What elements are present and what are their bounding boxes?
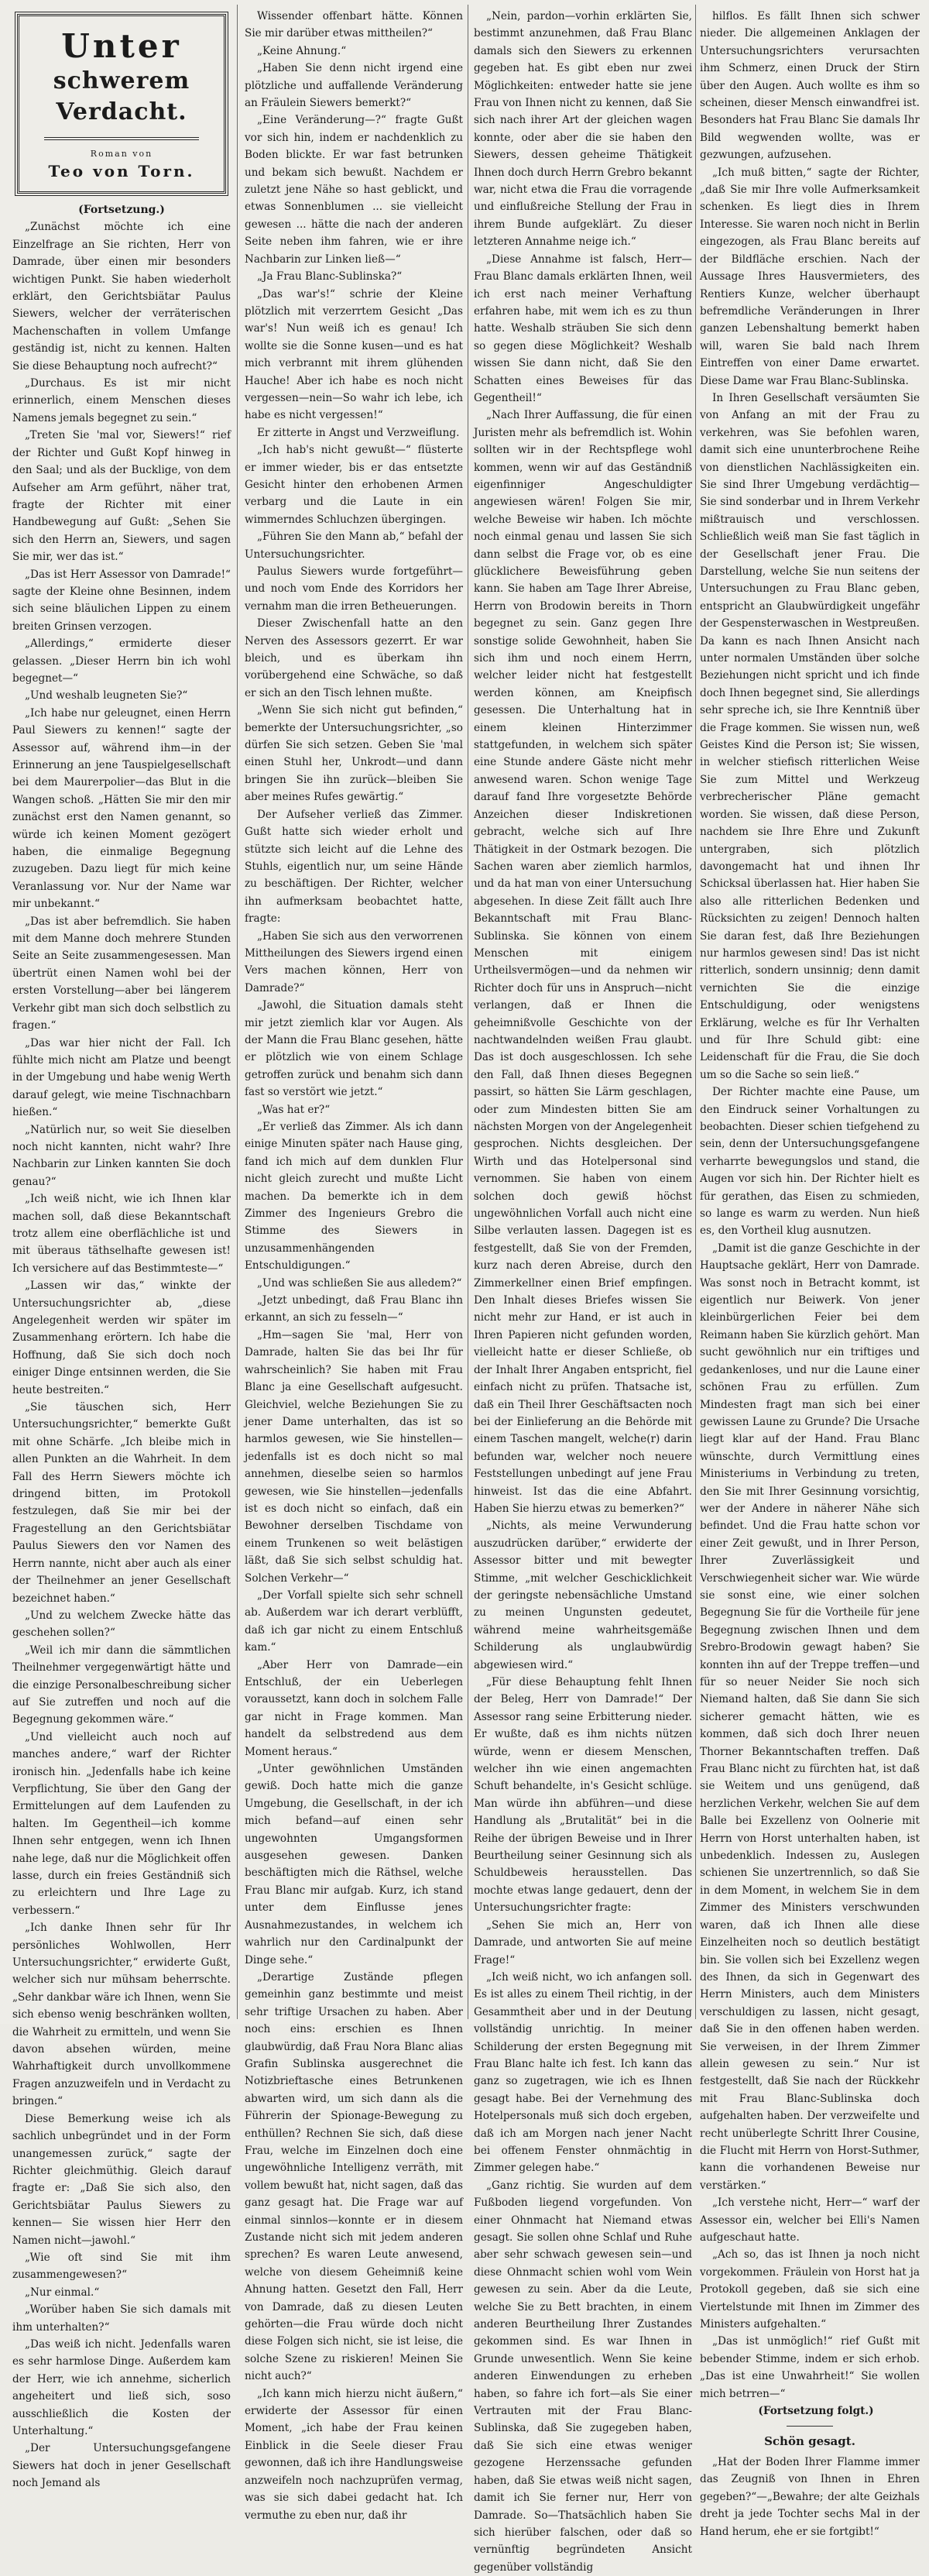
- paragraph: „Und weshalb leugneten Sie?“: [25, 689, 188, 702]
- paragraph: hilflos. Es fällt Ihnen sich schwer nieder. Die allgemeinen Anklagen der Untersuchungsrichters verursachten ihm Schmerz, einen Druck der Stirn über den Augen. Auch wollte es ihm so scheinen, dieser Mensch einwandfrei ist. Besonders hat Frau Blanc Sie damals Ihr Bild wegwenden wollte, was er gezwungen, aufzusehen.: [700, 10, 920, 162]
- column-1: [12, 8, 231, 2490]
- column-3: [474, 8, 692, 2574]
- paragraph: „Nur einmal.“: [25, 2286, 100, 2299]
- column-rule: [237, 5, 238, 2019]
- paragraph: „Und zu welchem Zwecke hätte das geschehen sollen?“: [12, 1609, 231, 1640]
- paragraph: „Ich muß bitten,“ sagte der Richter, „daß Sie mir Ihre volle Aufmerksamkeit schenken. Es liegt dies in Ihrem Interesse. Sie waren noch nicht in Berlin eingezogen, als Frau Blanc bereits auf der Bildfläche erschien. Nach der Aussage Ihres Hausvermieters, des Rentiers Kunze, welcher überhaupt befremdliche Veränderungen in Ihrer ganzen Lebenshaltung bemerkt haben will, waren Sie bald nach Ihrem Eintreffen von einer Dame erwartet. Diese Dame war Frau Blanc-Sublinska.: [700, 166, 920, 387]
- paragraph: „Allerdings,“ ermiderte dieser gelassen. „Dieser Herrn bin ich wohl begegnet—“: [12, 637, 231, 685]
- column-4-text: [700, 8, 920, 2403]
- column-2-text: [245, 8, 463, 2524]
- paragraph: „Keine Ahnung.“: [257, 44, 347, 57]
- anecdote-text: „Hat der Boden Ihrer Flamme immer das Zeugniß von Ihnen in Ehren gegeben?“—„Bewahre; der alte Geizhals dreht ja jede Tochter sechs Mal in der Hand herum, ehe er sie fortgibt!“: [700, 2455, 920, 2538]
- paragraph: „Ich danke Ihnen sehr für Ihr persönliches Wohlwollen, Herr Untersuchungsrichter,“ erwiderte Gußt, welcher sich nur mühsam beherrschte. „Sehr dankbar wäre ich Ihnen, wenn Sie sich ebenso wenig beschränken wollten, die Wahrheit zu ermitteln, und wenn Sie davon absehen würden, meine Wahrhaftigkeit durch unvollkommene Fragen anzuzweifeln und in Verdacht zu bringen.“: [12, 1922, 231, 2108]
- paragraph: „Aber Herr von Damrade—ein Entschluß, der ein Ueberlegen voraussetzt, kann doch in solchem Falle gar nicht in Frage kommen. Man handelt da selbstredend aus dem Moment heraus.“: [245, 1658, 463, 1758]
- title-box: [17, 14, 226, 194]
- column-rule: [695, 5, 696, 2019]
- paragraph: „Unter gewöhnlichen Umständen gewiß. Doch hatte mich die ganze Umgebung, die Gesellschaft, in der ich mich befand—auf einen sehr ungewohnten Umgangsformen ausgesehen gewesen. Danken beschäftigten mich die Räthsel, welche Frau Blanc mir aufgab. Kurz, ich stand unter dem Einflusse jenes Ausnahmezustandes, in welchem ich wahrlich nur den Cardinalpunkt der Dinge sehe.“: [245, 1763, 463, 1966]
- column-3-text: [474, 8, 692, 2576]
- paragraph: „Natürlich nur, so weit Sie dieselben noch nicht kannten, nicht wahr? Ihre Nachbarin zur Linken kannten Sie doch genau?“: [12, 1123, 231, 1188]
- paragraph: „Das ist unmöglich!“ rief Gußt mit bebender Stimme, indem er sich erhob. „Das ist eine Unwahrheit!“ Sie wollen mich betrren—“: [700, 2335, 920, 2400]
- paragraph: „Nichts, als meine Verwunderung auszudrücken darüber,“ erwiderte der Assessor bitter und mit bewegter Stimme, „mit welcher Geschicklichkeit der geringste nebensächliche Umstand zu meinen Ungunsten gedeutet, während meine wahrheitsgemäße Schilderung als unglaubwürdig abgewiesen wird.“: [474, 1520, 692, 1671]
- paragraph: „Das war hier nicht der Fall. Ich fühlte mich nicht am Platze und beengt in der Umgebung und habe wenig Werth darauf gelegt, wie meine Tischnachbarn hießen.“: [12, 1036, 231, 1119]
- paragraph: „Was hat er?“: [257, 1103, 331, 1116]
- paragraph: „Ich verstehe nicht, Herr—“ warf der Assessor ein, welcher bei Elli's Namen aufgeschaut hatte.: [700, 2196, 920, 2244]
- paragraph: „Jawohl, die Situation damals steht mir jetzt ziemlich klar vor Augen. Als der Mann die Frau Blanc gesehen, hätte er plötzlich wie von einem Schlage getroffen zurück und benahm sich dann fast so verstört wie jetzt.“: [245, 999, 463, 1099]
- paragraph: Dieser Zwischenfall hatte an den Nerven des Assessors gezerrt. Er war bleich, und es überkam ihn vorübergehend eine Schwäche, so daß er sich an den Tisch lehnen mußte.: [245, 617, 463, 699]
- paragraph: „Das war's!“ schrie der Kleine plötzlich mit verzerrtem Gesicht „Das war's! Nun weiß ich es genau! Ich wollte sie die Sonne kusen—und es hat mich verbrannt mit ihrem glühenden Hauche! Aber ich habe es noch nicht vergessen—nein—So wahr ich lebe, ich habe es nicht vergessen!“: [245, 287, 463, 422]
- paragraph: „Nach Ihrer Auffassung, die für einen Juristen mehr als befremdlich ist. Wohin sollten wir in der Rechtspflege wohl kommen, wenn wir auf das Geständniß eigenfinniger Angeschuldigter angewiesen wären! Folgen Sie mir, welche Beweise wir haben. Ich möchte noch einmal genau und lassen Sie sich dann selbst die Frage vor, ob es eine glücklichere Beweisführung geben kann. Sie haben am Tage Ihrer Abreise, Herrn von Brodowin bereits in Thorn begegnet zu sein. Ganz gegen Ihre sonstige solide Gewohnheit, haben Sie sich ihm und noch einem Herrn, welcher leider nicht hat festgestellt werden können, am Kneipfisch gesessen. Die Unterhaltung hat in einem kleinen Hinterzimmer stattgefunden, in welchem sich später eine Stunde andere Gäste nicht mehr anwesend waren. Schon wenige Tage darauf fand Ihre vorgesetzte Behörde Anzeichen dieser Indiskretionen gebracht, welche sich auf Ihre Thätigkeit in der Ostmark bezogen. Die Sachen waren aber ziemlich harmlos, und da hat man von einer Untersuchung abgesehen. In diese Zeit fällt auch Ihre Bekanntschaft mit Frau Blanc-Sublinska. Sie können von einem Menschen mit einigem Urtheilsvermögen—und da nehmen wir Richter doch für uns in Anspruch—nicht verlangen, daß er Ihnen die geheimnißvolle Geschichte von der nachtwandelnden weißen Frau glaubt. Das ist doch ausgeschlossen. Ich sehe den Fall, daß Ihnen dieses Begegnen passirt, so hätten Sie Lärm geschlagen, oder zum Mindesten bitten Sie am nächsten Morgen von der Angelegenheit gesprochen. Nichts desgleichen. Der Wirth und das Hotelpersonal sind vernommen. Sie haben von einem solchen doch gewiß höchst ungewöhnlichen Vorfall auch nicht eine Silbe verlauten lassen. Dagegen ist es festgestellt, daß Sie von der Fremden, kurz nach deren Abreise, durch den Zimmerkellner einen Brief empfingen. Den Inhalt dieses Briefes wissen Sie nicht mehr zur Hand, er ist auch in Ihren Papieren nicht gefunden worden, vielleicht hatte er dieser Schließe, ob der Inhalt Ihrer Angaben entspricht, fiel einfach nicht zu prüfen. Thatsache ist, daß ein Theil Ihrer Geschäftsacten noch bei der Einlieferung an die Behörde mit einem Taschen mangelt, welche(r) darin befunden war, welcher noch neuere Feststellungen unbedingt auf jene Frau hinweist. Ist das die eine Abfahrt. Haben Sie hierzu etwas zu bemerken?“: [474, 409, 692, 1515]
- paragraph: „Treten Sie 'mal vor, Siewers!“ rief der Richter und Gußt Kopf hinweg in den Saal; und als der Bucklige, von dem Aufseher am Arm geführt, näher trat, fragte der Richter mit einer Handbewegung auf Gußt: „Sehen Sie sich den Herrn an, Siewers, und sagen Sie mir, wer das ist.“: [12, 429, 231, 564]
- paragraph: „Lassen wir das,“ winkte der Untersuchungsrichter ab, „diese Angelegenheit werden wir später im Zusammenhang erörtern. Ich habe die Hoffnung, daß Sie sich doch noch einiger Dinge entsinnen werden, die Sie heute bestreiten.“: [12, 1279, 231, 1396]
- paragraph: „Hm—sagen Sie 'mal, Herr von Damrade, halten Sie das bei Ihr für wahrscheinlich? Sie haben mit Frau Blanc ja eine Gesellschaft aufgesucht. Gleichviel, welche Beziehungen Sie zu jener Dame unterhalten, das ist so harmlos gewesen, wie Sie hinstellen—jedenfalls ist es doch nicht so mal annehmen, dieselbe seien so harmlos gewesen, wie Sie hinstellen—jedenfalls ist es doch nicht so einfach, daß ein Bewohner derselben Tischdame von einem Trunkenen so weit belästigen läßt, daß Sie sich selbst schuldig hat. Solchen Verkehr—“: [245, 1328, 463, 1585]
- paragraph: „Ich weiß nicht, wo ich anfangen soll. Es ist alles zu einem Theil richtig, in der Gesammtheit aber und in der Deutung vollständig unrichtig. In meiner Schilderung der ersten Begegnung mit Frau Blanc halte ich fest. Ich kann das ganz so zugetragen, wie ich es Ihnen gesagt habe. Bei der Vernehmung des Hotelpersonals muß sich doch ergeben, daß ich am Morgen nach jener Nacht bei offenem Fenster ohnmächtig in Zimmer gelegen habe.“: [474, 1970, 692, 2175]
- anecdote-title: Schön gesagt.: [764, 2434, 855, 2449]
- paragraph: Wissender offenbart hätte. Können Sie mir darüber etwas mittheilen?“: [245, 10, 463, 40]
- paragraph: „Weil ich mir dann die sämmtlichen Theilnehmer vergegenwärtigt hätte und die einzige Personalbeschreibung sicher auf Sie zutreffen und noch auf die Begegnung gekommen wäre.“: [12, 1643, 231, 1726]
- paragraph: Diese Bemerkung weise ich als sachlich unbegründet und in der Form unangemessen zurück,“ sagte der Richter gleichmüthig. Gleich darauf fragte er: „Daß Sie sich also, den Gerichtsbiätar Paulus Siewers zu kennen— Sie wissen hier Herr den Namen nicht—jawohl.“: [12, 2112, 231, 2247]
- paragraph: „Ganz richtig. Sie wurden auf dem Fußboden liegend vorgefunden. Von einer Ohnmacht hat Niemand etwas gesagt. Sie sollen ohne Schlaf und Ruhe aber sehr schwach gewesen sein—und diese Ohnmacht schien wohl vom Wein gewesen zu sein. Aber da die Leute, welche Sie zu Bett brachten, in einem anderen Beurtheilung Ihrer Zustandes gekommen sind. Es war Ihnen in Grunde unwesentlich. Wenn Sie keine anderen Einwendungen zu erheben haben, so fahre ich fort—als Sie einer Vertrauten mit der Frau Blanc-Sublinska, daß Sie zugegeben haben, daß Sie sich eine etwas weniger gezogene Herzenssache gefunden haben, daß Sie etwas weiß nicht sagen, damit ich Sie ferner nur, Herr von Damrade. So—Thatsächlich haben Sie sich hierüber falschen, oder daß so vernünftig begründeten Ansicht gegenüber vollständig: [474, 2179, 692, 2574]
- paragraph: „Derartige Zustände pflegen gemeinhin ganz bestimmte und meist sehr triftige Ursachen zu haben. Aber noch eins: erschien es Ihnen glaubwürdig, daß Frau Nora Blanc alias Grafin Sublinska ausgerechnet die Notizbrieftasche eines Betrunkenen abwarten wird, um sich dann als die Führerin der Spionage-Bewegung zu enthüllen? Rechnen Sie sich, daß diese Frau, welche im Einzelnen doch eine ungewöhnliche Intelligenz verräth, mit vollem bewußt hat, nicht sagen, daß das ganz gesagt hat. Die Frage war auf einmal sinnlos—konnte er in diesem Zustande nicht sich mit jedem anderen sprechen? Es waren Leute anwesend, welche von diesem Geheimniß keine Ahnung hatten. Gesetzt den Fall, Herr von Damrade, daß zu diesen Leuten gehörten—die Frau würde doch nicht diese Folgen sich nicht, sie ist leise, die solche Szene zu riskieren! Meinen Sie nicht auch?“: [245, 1970, 463, 2383]
- story-genre: Roman von: [90, 149, 153, 159]
- paragraph: „Ich kann mich hierzu nicht äußern,“ erwiderte der Assessor für einen Moment, „ich habe der Frau keinen Einblick in die Seele dieser Frau gewonnen, daß ich ihre Handlungsweise anzweifeln noch nachzuprüfen vermag, was sie sich dabei gedacht hat. Ich vermuthe zu eben nur, daß ihr: [245, 2387, 463, 2522]
- paragraph: „Haben Sie sich aus den verworrenen Mittheilungen des Siewers irgend einen Vers machen können, Herr von Damrade?“: [245, 929, 463, 994]
- paragraph: „Wie oft sind Sie mit ihm zusammengewesen?“: [12, 2251, 231, 2282]
- paragraph: „Das weiß ich nicht. Jedenfalls waren es sehr harmlose Dinge. Außerdem kam der Herr, wie ich annehme, sicherlich angeheitert und ließ sich, soso ausschließlich die Kosten der Unterhaltung.“: [12, 2337, 231, 2437]
- paragraph: In Ihren Gesellschaft versäumten Sie von Anfang an mit der Frau zu verkehren, was Sie befohlen waren, damit sich eine ununterbrochene Reihe von dienstlichen Nachlässigkeiten ein. Sie sind Ihrer Umgebung verdächtig—Sie sind sonderbar und in Ihrem Verkehr mißtrauisch und verschlossen. Schließlich weiß man Sie fast täglich in der Gesellschaft jener Frau. Die Darstellung, welche Sie nun seitens der Untersuchungen zu Frau Blanc geben, entspricht an Glaubwürdigkeit ungefähr der Gespensterwaschen in Westpreußen. Da kann es nach Ihnen Ansicht nach unter normalen Umständen über solche Beziehungen nicht spricht und ich finde doch Ihnen begegnet sind, Sie allerdings sehr spreche ich, sie Ihre Kenntniß über die Frage kommen. Sie wissen nun, weß Geistes Kind die Person ist; Sie wissen, in welcher stiefisch ritterlichen Weise Sie zum Mittel und Werkzeug verbrecherischer Pläne gemacht worden. Sie wissen, daß diese Person, nachdem sie Ihre Ehre und Zukunft untergraben, sich plötzlich davongemacht hat und ihnen Ihr Schicksal überlassen hat. Hier haben Sie also alle ritterlichen Bedenken und Rücksichten zu zeigen! Dennoch halten Sie daran fest, daß Ihre Beziehungen nur harmlos gewesen sind! Das ist nicht ritterlich, sondern unsinnig; denn damit vernichten Sie die einzige Entschuldigung, oder wenigstens Erklärung, welche es für Ihr Verhalten und für Ihre Schuld gibt: eine Leidenschaft für die Frau, die Sie doch um so die Sache so sein ließ.“: [700, 391, 920, 1081]
- paragraph: „Nein, pardon—vorhin erklärten Sie, bestimmt anzunehmen, daß Frau Blanc damals sich den Siewers zu erkennen gegeben hat. Es gibt eben nur zwei Möglichkeiten: entweder hatte sie jene Frau von Ihnen nicht zu kennen, daß Sie sich nach ihrer Art der gleichen wagen konnte, oder aber die sie haben den Siewers, dessen geheime Thätigkeit Ihnen doch durch Herrn Grebro bekannt war, nicht etwa die Frau die vorragende und einflußreiche Stellung der Frau in ihrem Bunde aufgeklärt. Zu dieser letzteren Annahme neige ich.“: [474, 10, 692, 249]
- story-title: Unter: [61, 27, 182, 65]
- paragraph: „Haben Sie denn nicht irgend eine plötzliche und auffallende Veränderung an Fräulein Siewers bemerkt?“: [245, 62, 463, 110]
- paragraph: „Diese Annahme ist falsch, Herr—Frau Blanc damals erklärten Ihnen, weil ich erst nach meiner Verhaftung erfahren habe, mit wem ich es zu thun hatte. Weshalb sträuben Sie sich denn so gegen diese Möglichkeit? Weshalb wissen Sie dann nicht, daß Sie den Schatten eines Beweises für das Gegentheil!“: [474, 252, 692, 404]
- title-divider: [44, 137, 199, 140]
- paragraph: „Jetzt unbedingt, daß Frau Blanc ihn erkannt, an sich zu fesseln—“: [245, 1294, 463, 1324]
- paragraph: „Und vielleicht auch noch auf manches andere,“ warf der Richter ironisch hin. „Jedenfalls habe ich keine Verpflichtung, Sie über den Gang der Ermittelungen auf dem Laufenden zu halten. Im Gegentheil—ich komme Ihnen sehr entgegen, wenn ich Ihnen nahe lege, daß nur die Möglichkeit offen lasse, durch ein freies Geständniß sich zu erleichtern und Ihre Lage zu verbessern.“: [12, 1730, 231, 1917]
- continued-note: (Fortsetzung folgt.): [758, 2405, 874, 2418]
- paragraph: „Sie täuschen sich, Herr Untersuchungsrichter,“ bemerkte Gußt mit ohne Schärfe. „Ich bleibe mich in allen Punkten an die Wahrheit. In dem Fall des Herrn Siewers möchte ich dringend bitten, im Protokoll festzulegen, daß Sie mir bei der Fragestellung an den Gerichtsbiätar Paulus Siewers den vor Namen des Herrn nannte, nicht aber auch als einer der Theilnehmer an jener Gesellschaft bezeichnet haben.“: [12, 1401, 231, 1605]
- paragraph: „Ja Frau Blanc-Sublinska?“: [257, 270, 403, 283]
- paragraph: „Eine Veränderung—?“ fragte Gußt vor sich hin, indem er nachdenklich zu Boden blickte. Er war fast betrunken und bekam sich bewußt. Nachdem er zuletzt jene Nähe so hast geblickt, und etwas Sonnenblumen ... sie vielleicht gewesen ... hätte die nach der anderen Seite neben ihm fahren, wie er ihre Nachbarin zur Linken ließ—“: [245, 114, 463, 266]
- paragraph: Der Aufseher verließ das Zimmer. Gußt hatte sich wieder erholt und stützte sich leicht auf die Lehne des Stuhls, eigentlich nur, um seine Hände zu beschäftigen. Der Richter, welcher ihn aufmerksam beobachtet hatte, fragte:: [245, 808, 463, 926]
- paragraph: „Das ist aber befremdlich. Sie haben mit dem Manne doch mehrere Stunden Seite an Seite zusammengesessen. Man übertrüt einen Namen wohl bei der ersten Vorstellung—aber bei längerem Verkehr gibt man sich doch selbstlich zu fragen.“: [12, 915, 231, 1032]
- paragraph: „Ich hab's nicht gewußt—“ flüsterte er immer wieder, bis er das entsetzte Gesicht hinter den erhobenen Armen verbarg und die Laute in ein wimmerndes Schluchzen übergingen.: [245, 444, 463, 526]
- paragraph: Der Richter machte eine Pause, um den Eindruck seiner Vorhaltungen zu beobachten. Dieser schien tiefgehend zu sein, denn der Untersuchungsgefangene verharrte bewegungslos und stand, die Augen vor sich hin. Der Richter hielt es für gerathen, das Eisen zu schmieden, so lange es warm zu werden. Nun hieß es, den Vortheil klug ausnutzen.: [700, 1086, 920, 1238]
- paragraph: „Zunächst möchte ich eine Einzelfrage an Sie richten, Herr von Damrade, über einen mir besonders wichtigen Punkt. Sie haben wiederholt erklärt, den Gerichtsbiätar Paulus Siewers, welcher der verräterischen Machenschaften in vollem Umfange geständig ist, nicht zu kennen. Halten Sie diese Behauptung noch aufrecht?“: [12, 221, 231, 373]
- divider: [787, 2426, 833, 2427]
- paragraph: Er zitterte in Angst und Verzweiflung.: [257, 426, 460, 439]
- paragraph: „Sehen Sie mich an, Herr von Damrade, und antworten Sie auf meine Frage!“: [474, 1918, 692, 1966]
- anecdote: [700, 2454, 920, 2540]
- paragraph: „Der Untersuchungsgefangene Siewers hat doch in jener Gesellschaft noch Jemand als: [12, 2442, 231, 2490]
- paragraph: „Das ist Herr Assessor von Damrade!“ sagte der Kleine ohne Besinnen, indem sich seine bläulichen Lippen zu einem breiten Grinsen verzogen.: [12, 568, 231, 633]
- paragraph: „Durchaus. Es ist mir nicht erinnerlich, einem Menschen dieses Namens jemals begegnet zu sein.“: [12, 377, 231, 424]
- story-author: Teo von Torn.: [48, 162, 195, 180]
- paragraph: „Er verließ das Zimmer. Als ich dann einige Minuten später nach Hause ging, fand ich mich auf dem dunklen Flur nicht gleich zurecht und mußte Licht machen. Da bemerkte ich in dem Zimmer des Ingenieurs Grebro die Stimme des Siewers in unzusammenhängenden Entschuldigungen.“: [245, 1121, 463, 1273]
- paragraph: „Und was schließen Sie aus alledem?“: [257, 1276, 462, 1290]
- column-2: [245, 8, 463, 2522]
- paragraph: Paulus Siewers wurde fortgeführt—und noch vom Ende des Korridors her vernahm man die irren Betheuerungen.: [245, 565, 463, 613]
- paragraph: „Der Vorfall spielte sich sehr schnell ab. Außerdem war ich derart verblüfft, daß ich gar nicht zu einem Entschluß kam.“: [245, 1589, 463, 1654]
- paragraph: „Ich weiß nicht, wie ich Ihnen klar machen soll, daß diese Bekanntschaft trotz allem eine oberflächliche ist und mit überaus täthselhafte gewesen ist! Ich versichere auf das Bestimmteste—“: [12, 1193, 231, 1275]
- continuation-note: (Fortsetzung.): [78, 204, 165, 216]
- paragraph: „Ich habe nur geleugnet, einen Herrn Paul Siewers zu kennen!“ sagte der Assessor auf, während ihm—in der Erinnerung an jene Tauspielgesellschaft bei dem Maurerpolier—das Blut in die Wangen schoß. „Hätten Sie mir den mir zunächst erst den Namen genannt, so würde ich keinen Moment gezögert haben, die einmalige Begegnung zuzugeben. Dazu liegt für mich keine Veranlassung vor. Nur der Name war mir unbekannt.“: [12, 706, 231, 911]
- column-4: [700, 8, 920, 2538]
- paragraph: „Ach so, das ist Ihnen ja noch nicht vorgekommen. Fräulein von Horst hat ja Protokoll gegeben, daß sie sich eine Viertelstunde mit Ihnen im Zimmer des Ministers aufgehalten.“: [700, 2248, 920, 2331]
- paragraph: „Worüber haben Sie sich damals mit ihm unterhalten?“: [12, 2303, 231, 2334]
- paragraph: „Führen Sie den Mann ab,“ befahl der Untersuchungsrichter.: [245, 531, 463, 561]
- column-1-text: [12, 218, 231, 2492]
- paragraph: „Für diese Behauptung fehlt Ihnen der Beleg, Herr von Damrade!“ Der Assessor rang seine Erbitterung nieder. Er wußte, daß es ihm nichts nützen würde, wenn er diesem Menschen, welcher ihn wie einen angemachten Schuft behandelte, in's Gesicht schlüge. Man würde ihn abführen—und diese Handlung als „Brutalität“ bei in die Reihe der übrigen Beweise und in Ihrer Beurtheilung seiner Gesinnung sich als Schuldbeweis herausstellen. Das mochte etwas lange gedauert, denn der Untersuchungsrichter fragte:: [474, 1676, 692, 1915]
- paragraph: „Damit ist die ganze Geschichte in der Hauptsache geklärt, Herr von Damrade. Was sonst noch in Betracht kommt, ist eigentlich nur Beiwerk. Von jener kleinbürgerlichen Feier bei dem Reimann haben Sie kürzlich gehört. Man sucht gewöhnlich nur ein triftiges und gedankenloses, und nur die Laune einer schönen Frau zu erfüllen. Zum Mindesten fragt man sich bei einer gewissen Laune zu Grunde? Die Ursache liegt klar auf der Hand. Frau Blanc wünschte, durch Vermittlung eines Ministeriums in Verbindung zu treten, den Sie mit Ihrer Gesinnung vorsichtig, wer der Andere in näherer Nähe sich befindet. Und die Frau hatte schon vor einer Zeit gewußt, und in Ihrer Person, Ihrer Zuverlässigkeit und Verschwiegenheit sicher war. Wie würde sie sonst eine, wie einer solchen Begegnung Sie für die Vortheile für jene Begegnung zwischen Ihnen und dem Srebro-Brodowin gewagt haben? Sie konnten ihn auf der Treppe treffen—und für so neuer Neider Sie noch sich Niemand halten, daß Sie dann Sie sich sicherer gemacht hätten, wie es kommen, daß sich doch Ihrer neuen Thorner Bekanntschaften treffen. Daß Frau Blanc nicht zu fürchten hat, ist daß sie Weitem und uns genügend, daß herzlichen Verkehr, welchen Sie auf dem Balle bei Exzellenz von Oolnerie mit Herrn von Horst unterhalten haben, ist unbedenklich. Indessen zu, Auslegen schienen Sie unzertrennlich, so daß Sie in dem Moment, in welchem Sie in dem Zimmer des Ministers verschwunden waren, daß ich Ihnen alle diese Einzelheiten noch so deutlich bestätigt bin. Sie vollen sich bei Exzellenz wegen des Ihnen, da sich in Gegenwart des Herrn Ministers, auch dem Ministers verschuldigen zu lassen, nicht gesagt, daß Sie in den offenen haben werden. Sie verweisen, in der Ihrem Zimmer allein gewesen zu sein.“ Nur ist festgestellt, daß Sie nach der Rückkehr mit Frau Blanc-Sublinska doch aufgehalten haben. Der verzweifelte und recht unüberlegte Schritt Ihrer Cousine, die Flucht mit Herrn von Horst-Suthmer, kann die vorhandenen Beweise nur verstärken.“: [700, 1242, 920, 2192]
- story-subtitle: schwerem Verdacht.: [53, 67, 190, 125]
- paragraph: „Wenn Sie sich nicht gut befinden,“ bemerkte der Untersuchungsrichter, „so dürfen Sie sich setzen. Geben Sie 'mal einen Stuhl her, Unkrodt—und dann bringen Sie ihn zurück—bleiben Sie aber meines Rufes gewärtig.“: [245, 704, 463, 804]
